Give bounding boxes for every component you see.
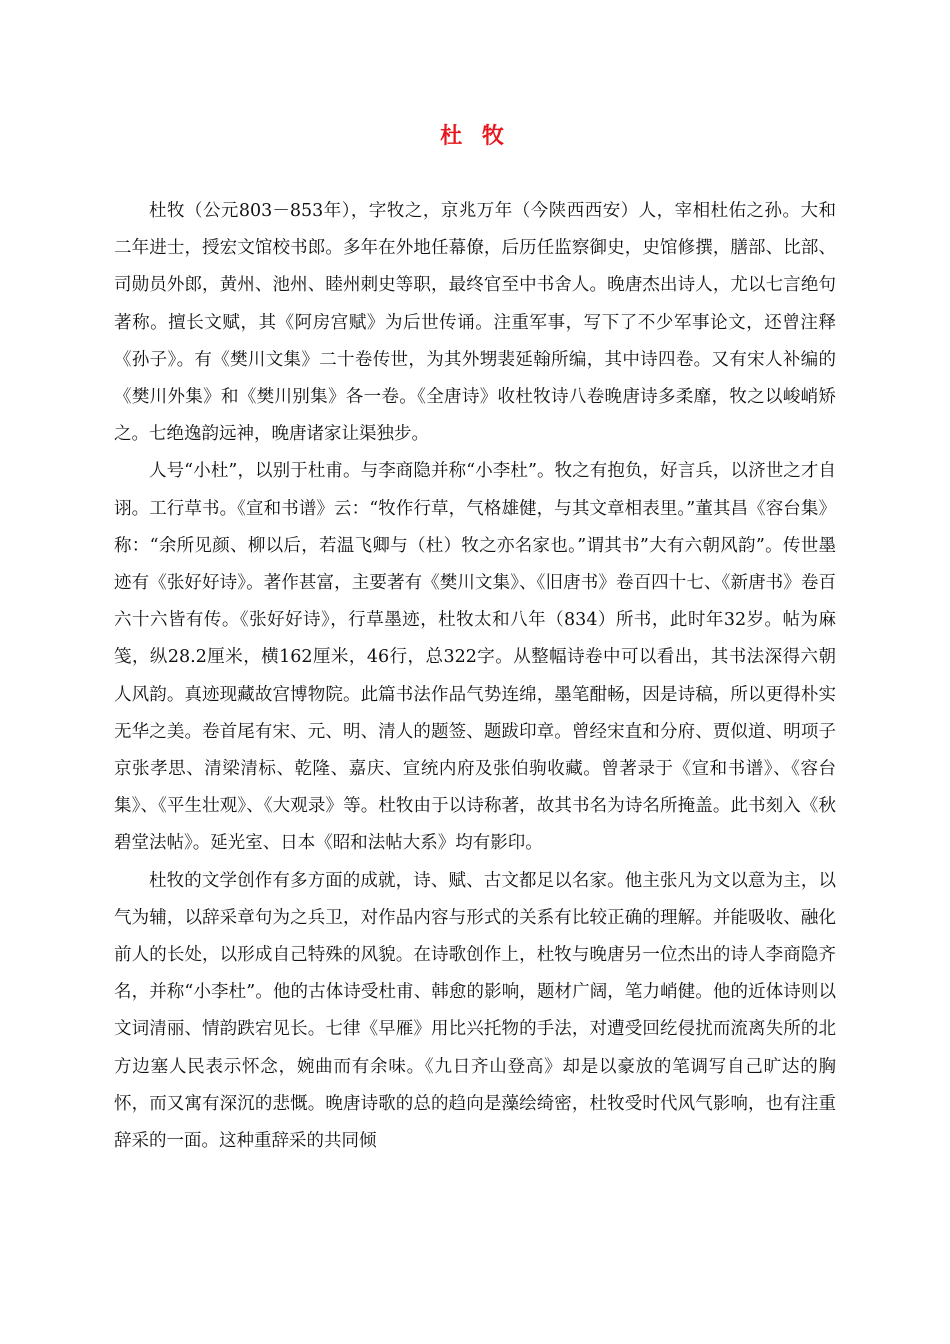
paragraph-biography: 杜牧（公元803－853年），字牧之，京兆万年（今陕西西安）人，宰相杜佑之孙。大和二年进士，授宏文馆校书郎。多年在外地任幕僚，后历任监察御史，史馆修撰，膳部、比部、司勋员外郎，黄州、池州、睦州刺史等职，最终官至中书舍人。晚唐杰出诗人，尤以七言绝句著称。擅长文赋，其《阿房宫赋》为后世传诵。注重军事，写下了不少军事论文，还曾注释《孙子》。有《樊川文集》二十卷传世，为其外甥裴延翰所编，其中诗四卷。又有宋人补编的《樊川外集》和《樊川别集》各一卷。《全唐诗》收杜牧诗八卷晚唐诗多柔靡，牧之以峻峭矫之。七绝逸韵远神，晚唐诸家让渠独步。 [114,201,836,445]
paragraph-calligraphy: 人号“小杜”，以别于杜甫。与李商隐并称“小李杜”。牧之有抱负，好言兵，以济世之才自诩。工行草书。《宣和书谱》云：“牧作行草，气格雄健，与其文章相表里。”董其昌《容台集》称：“余所见颜、柳以后，若温飞卿与（杜）牧之亦名家也。”谓其书”大有六朝风韵”。传世墨迹有《张好好诗》。著作甚富，主要著有《樊川文集》、《旧唐书》卷百四十七、《新唐书》卷百六十六皆有传。《张好好诗》，行草墨迹，杜牧太和八年（834）所书，此时年32岁。帖为麻笺，纵28.2厘米，横162厘米，46行，总322字。从整幅诗卷中可以看出，其书法深得六朝人风韵。真迹现藏故宫博物院。此篇书法作品气势连绵，墨笔酣畅，因是诗稿，所以更得朴实无华之美。卷首尾有宋、元、明、清人的题签、题跋印章。曾经宋直和分府、贾似道、明项子京张孝思、清梁清标、乾隆、嘉庆、宣统内府及张伯驹收藏。曾著录于《宣和书谱》、《容台集》、《平生壮观》、《大观录》等。杜牧由于以诗称著，故其书名为诗名所掩盖。此书刻入《秋碧堂法帖》。延光室、日本《昭和法帖大系》均有影印。 [114,461,836,854]
paragraph-literature: 杜牧的文学创作有多方面的成就，诗、赋、古文都足以名家。他主张凡为文以意为主，以气为辅，以辞采章句为之兵卫，对作品内容与形式的关系有比较正确的理解。并能吸收、融化前人的长处，以形成自己特殊的风貌。在诗歌创作上，杜牧与晚唐另一位杰出的诗人李商隐齐名，并称“小李杜”。他的古体诗受杜甫、韩愈的影响，题材广阔，笔力峭健。他的近体诗则以文词清丽、情韵跌宕见长。七律《早雁》用比兴托物的手法，对遭受回纥侵扰而流离失所的北方边塞人民表示怀念，婉曲而有余味。《九日齐山登高》却是以豪放的笔调写自己旷达的胸怀，而又寓有深沉的悲慨。晚唐诗歌的总的趋向是藻绘绮密，杜牧受时代风气影响，也有注重辞采的一面。这种重辞采的共同倾 [114,870,836,1152]
document-body [114,193,836,1160]
page-title: 杜 牧 [440,123,510,149]
